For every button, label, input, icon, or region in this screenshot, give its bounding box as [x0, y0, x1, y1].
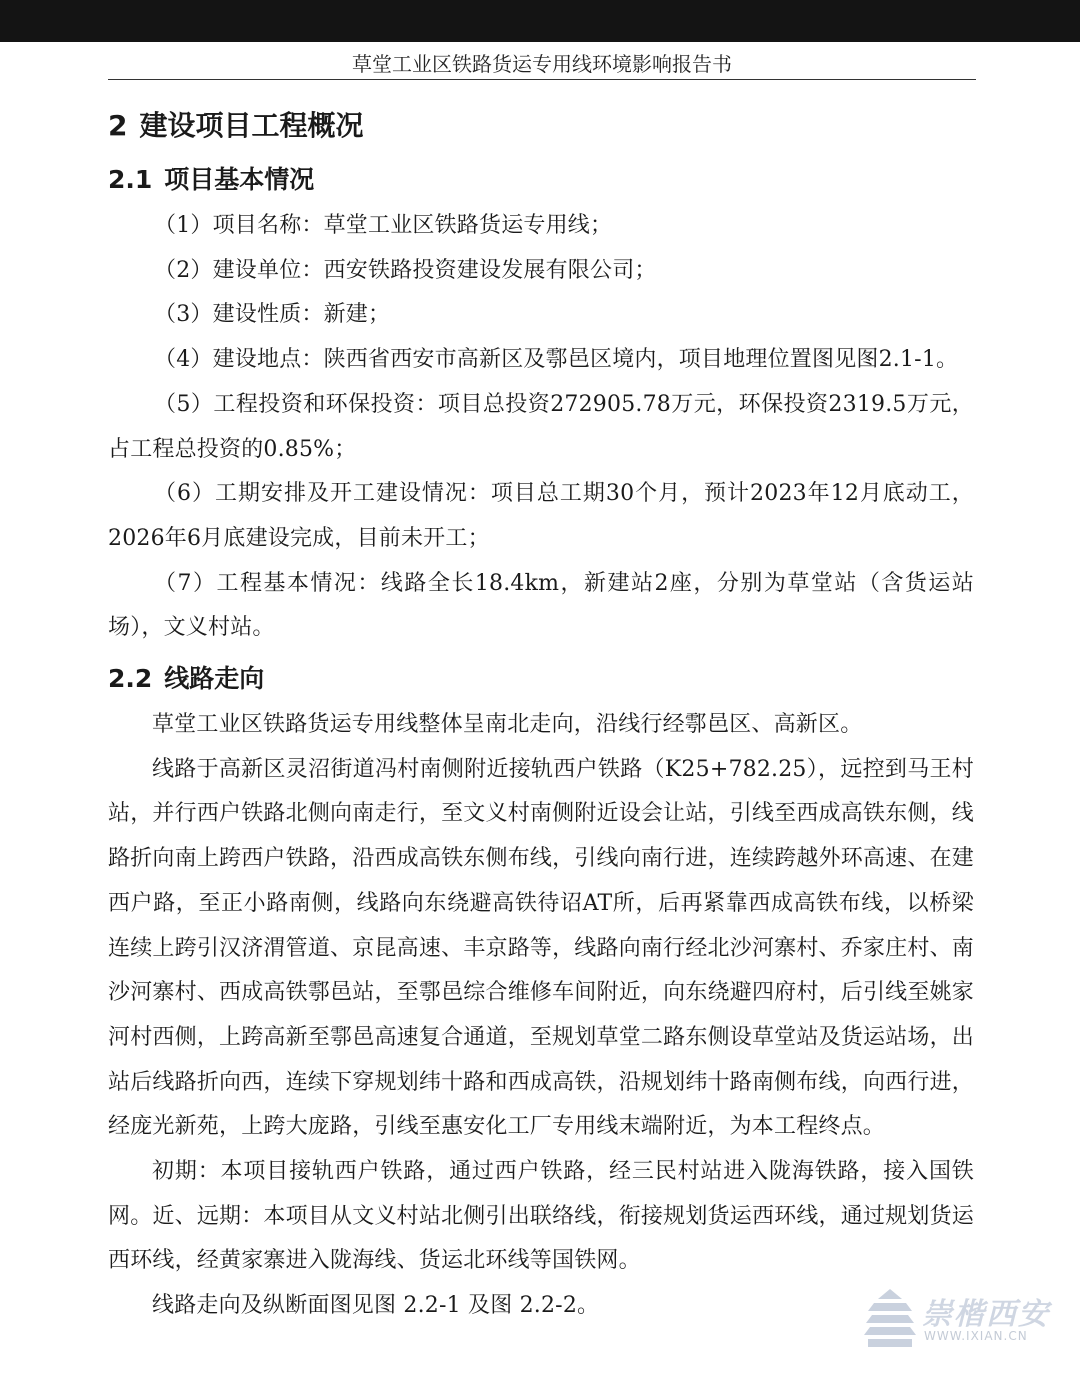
subsection-title: 项目基本情况 [164, 165, 315, 194]
paragraph: 线路走向及纵断面图见图 2.2-1 及图 2.2-2。 [152, 1293, 600, 1319]
list-item: （3）建设性质：新建； [154, 302, 391, 328]
list-item: （4）建设地点：陕西省西安市高新区及鄠邑区境内，项目地理位置图见图2.1-1。 [154, 347, 959, 373]
site-watermark [862, 1285, 1062, 1357]
subsection-number: 2.2 [108, 664, 153, 694]
section-title: 建设项目工程概况 [139, 109, 364, 142]
watermark-text: 崇楷西安 [922, 1297, 1050, 1332]
paragraph: 线路于高新区灵沼街道冯村南侧附近接轨西户铁路（K25+782.25），远控到马王村站，并行西户铁路北侧向南走行，至文义村南侧附近设会让站，引线至西成高铁东侧，线路折向南上跨西户铁路，沿西成高铁东侧布线，引线向南行进，连续跨越外环高速、在建西户路，至正小路南侧，线路向东绕避高铁待诏AT所，后再紧靠西成高铁布线，以桥梁连续上跨引汉济渭管道、京昆高速、丰京路等，线路向南行经北沙河寨村、乔家庄村、南沙河寨村、西成高铁鄠邑站，至鄠邑综合维修车间附近，向东绕避四府村，后引线至姚家河村西侧，上跨高新至鄠邑高速复合通道，至规划草堂二路东侧设草堂站及货运站场，出站后线路折向西，连续下穿规划纬十路和西成高铁，沿规划纬十路南侧布线，向西行进，经庞光新苑，上跨大庞路，引线至惠安化工厂专用线末端附近，为本工程终点。 [108, 756, 974, 1140]
watermark-url: WWW.IXIAN.CN [924, 1329, 1028, 1343]
subsection-title: 线路走向 [164, 664, 265, 694]
paragraph: 草堂工业区铁路货运专用线整体呈南北走向，沿线行经鄠邑区、高新区。 [152, 712, 863, 738]
paragraph: 初期：本项目接轨西户铁路，通过西户铁路，经三民村站进入陇海铁路，接入国铁网。近、远期：本项目从文义村站北侧引出联络线，衔接规划货运西环线，通过规划货运西环线，经黄家寨进入陇海线、货运北环线等国铁网。 [108, 1159, 974, 1274]
top-black-bar [0, 0, 1080, 42]
subsection-heading-2-2 [108, 651, 974, 703]
list-item: （7）工程基本情况：线路全长18.4km，新建站2座，分别为草堂站（含货运站场），文义村站。 [108, 570, 974, 641]
list-item: （5）工程投资和环保投资：项目总投资272905.78万元，环保投资2319.5万元，占工程总投资的0.85%； [108, 391, 974, 462]
section-number: 2 [108, 109, 128, 142]
document-body [108, 100, 974, 1329]
list-item: （6）工期安排及开工建设情况：项目总工期30个月，预计2023年12月底动工，2026年6月底建设完成，目前未开工； [108, 481, 974, 551]
list-item: （2）建设单位：西安铁路投资建设发展有限公司； [154, 257, 657, 283]
subsection-number: 2.1 [108, 165, 153, 194]
section-heading [108, 100, 974, 152]
pagoda-logo-icon [862, 1287, 918, 1351]
page-header-title: 草堂工业区铁路货运专用线环境影响报告书 [352, 52, 732, 76]
list-item: （1）项目名称：草堂工业区铁路货运专用线； [154, 213, 613, 238]
subsection-heading-2-1 [108, 152, 974, 204]
header-divider [108, 79, 976, 80]
